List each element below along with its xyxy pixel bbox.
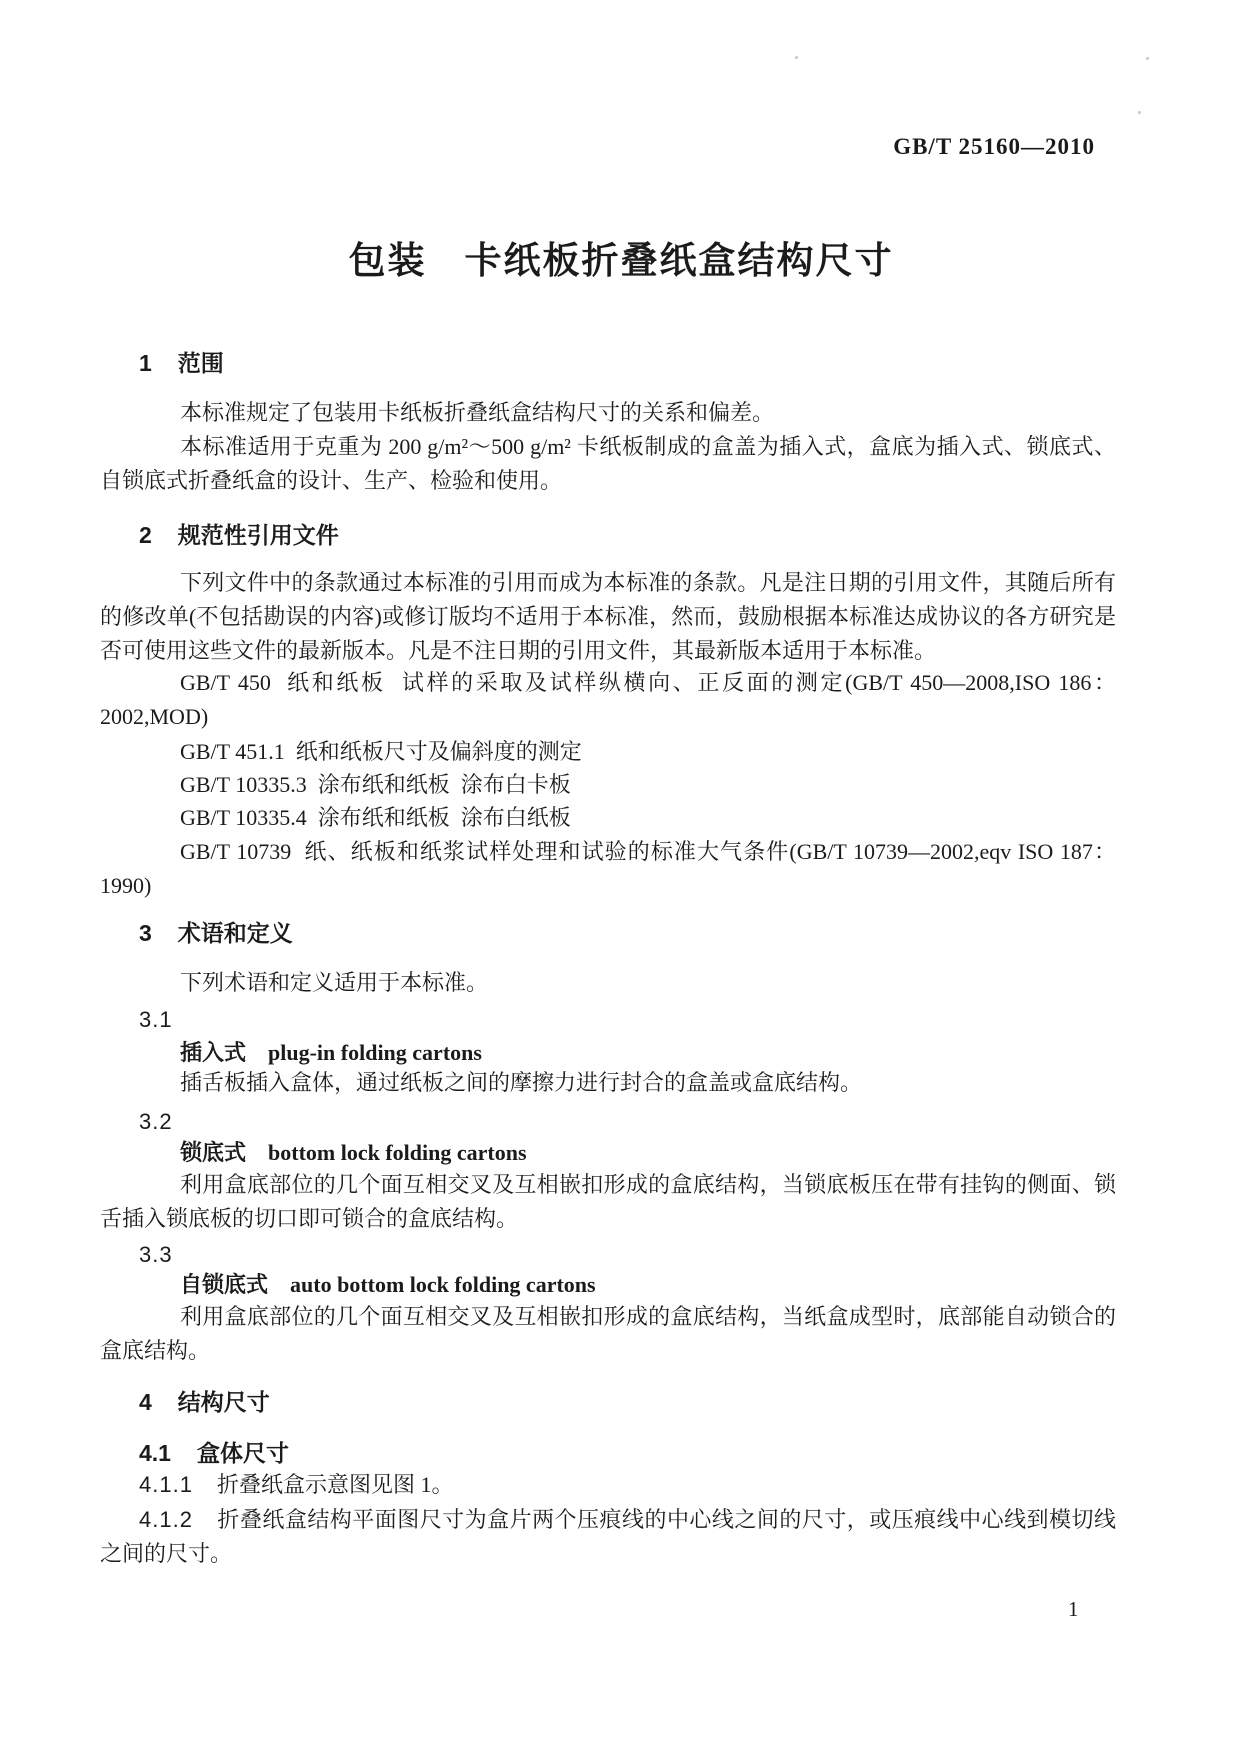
section-number: 1 [139,350,152,376]
document-title-main: 卡纸板折叠纸盒结构尺寸 [464,240,894,281]
subsection-title: 盒体尺寸 [196,1440,289,1466]
term-definition: 利用盒底部位的几个面互相交叉及互相嵌扣形成的盒底结构，当锁底板压在带有挂钩的侧面、锁舌插入锁底板的切口即可锁合的盒底结构。 [100,1172,1116,1231]
term-chinese: 插入式 [180,1040,247,1065]
subsection-heading-box-dimensions [100,1436,1155,1470]
section-title: 规范性引用文件 [177,522,339,548]
section-heading-dimensions [100,1385,1155,1419]
term-chinese: 自锁底式 [180,1272,269,1297]
terms-intro: 下列术语和定义适用于本标准。 [180,970,489,995]
clause-paragraph [100,1468,1116,1502]
reference-item: GB/T 10335.3 涂布纸和纸板 涂布白卡板 [180,772,571,797]
section-heading-normative-references [100,518,1155,552]
section-title: 范围 [177,350,224,376]
term-chinese: 锁底式 [180,1140,247,1165]
section-number: 2 [139,522,152,548]
reference-item: GB/T 10335.4 涂布纸和纸板 涂布白纸板 [180,805,571,830]
section-title: 术语和定义 [177,920,293,946]
clause-number: 4.1.1 [139,1472,193,1497]
term-english: plug-in folding cartons [268,1040,482,1065]
scope-paragraph-2: 本标准适用于克重为 200 g/m²～500 g/m² 卡纸板制成的盒盖为插入式，盒底为插入式、锁底式、自锁底式折叠纸盒的设计、生产、检验和使用。 [100,434,1116,493]
reference-item: GB/T 450 纸和纸板 试样的采取及试样纵横向、正反面的测定(GB/T 450—2008,ISO 186：2002,MOD) [100,670,1116,729]
document-title-prefix: 包装 [348,240,427,281]
term-definition: 利用盒底部位的几个面互相交叉及互相嵌扣形成的盒底结构，当纸盒成型时，底部能自动锁合的盒底结构。 [100,1304,1116,1363]
scan-speck [1138,111,1141,114]
term-entry [100,1268,1196,1302]
standard-code: GB/T 25160—2010 [893,134,1095,159]
clause-text: 折叠纸盒示意图见图 1。 [216,1472,454,1497]
scan-speck [795,56,798,59]
clause-text: 折叠纸盒结构平面图尺寸为盒片两个压痕线的中心线之间的尺寸，或压痕线中心线到模切线之间的尺寸。 [100,1507,1116,1566]
scan-speck [1146,57,1149,60]
term-clause-number: 3.1 [139,1007,173,1032]
term-definition: 插舌板插入盒体，通过纸板之间的摩擦力进行封合的盒盖或盒底结构。 [180,1070,863,1095]
reference-item: GB/T 10739 纸、纸板和纸浆试样处理和试验的标准大气条件(GB/T 10739—2002,eqv ISO 187：1990) [100,839,1116,898]
clause-number: 4.1.2 [139,1507,193,1532]
scope-paragraph-1: 本标准规定了包装用卡纸板折叠纸盒结构尺寸的关系和偏差。 [180,400,775,425]
document-title [0,230,1242,284]
term-clause-number: 3.3 [139,1242,173,1267]
term-english: bottom lock folding cartons [268,1140,527,1165]
section-number: 3 [139,920,152,946]
section-heading-terms [100,916,1155,950]
clause-paragraph [100,1503,1116,1571]
term-entry [100,1136,1196,1170]
term-english: auto bottom lock folding cartons [290,1272,596,1297]
reference-item: GB/T 451.1 纸和纸板尺寸及偏斜度的测定 [180,739,582,764]
normative-references-intro: 下列文件中的条款通过本标准的引用而成为本标准的条款。凡是注日期的引用文件，其随后所有的修改单(不包括勘误的内容)或修订版均不适用于本标准，然而，鼓励根据本标准达成协议的各方研究是否可使用这些文件的最新版本。凡是不注日期的引用文件，其最新版本适用于本标准。 [100,570,1116,663]
section-title: 结构尺寸 [177,1389,270,1415]
section-heading-scope [100,346,1155,380]
term-clause-number: 3.2 [139,1109,173,1134]
page-number: 1 [1068,1597,1079,1621]
section-number: 4 [139,1389,152,1415]
subsection-number: 4.1 [139,1440,171,1466]
term-entry [100,1036,1196,1070]
